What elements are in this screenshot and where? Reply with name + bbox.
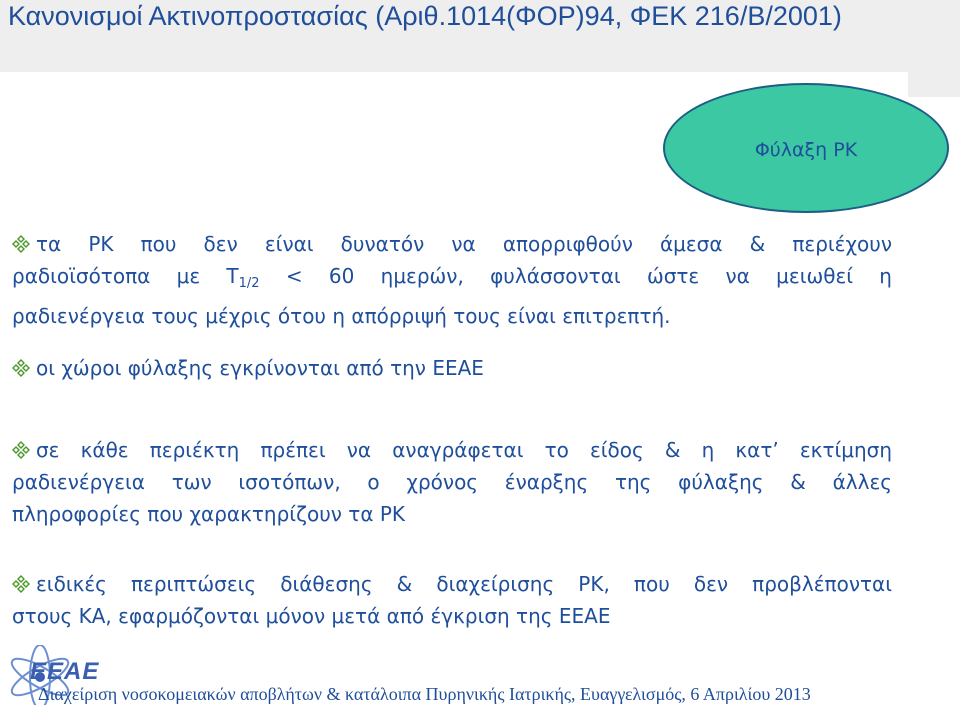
- eeae-logo-text: ΕΕΑΕ: [30, 658, 100, 685]
- half-life-subscript: 1/2: [238, 276, 260, 291]
- bullet-1: [12, 228, 892, 332]
- bullet-2-text-1: οι χώροι φύλαξης εγκρίνονται από την ΕΕΑΕ: [36, 356, 484, 380]
- diamond-bullet-icon: [12, 359, 30, 377]
- bullet-2-line-1: [12, 352, 892, 384]
- bullet-2: [12, 352, 892, 384]
- callout-ellipse: [663, 83, 949, 213]
- bullet-4: [12, 568, 892, 632]
- bullet-1-text-2b: < 60 ημερών, φυλάσσονται ώστε να μειωθεί η: [259, 264, 892, 288]
- bullet-3-line-1: [12, 434, 892, 466]
- bullet-1-text-2a: ραδιοϊσότοπα με Τ: [12, 264, 239, 288]
- bullet-1-line-3: ραδιενέργεια τους μέχρις ότου η απόρριψή τους είναι επιτρεπτή.: [12, 304, 671, 328]
- bullet-3-line-2: ραδιενέργεια των ισοτόπων, ο χρόνος έναρξης της φύλαξης & άλλες: [12, 470, 892, 494]
- bullet-3-text-1: σε κάθε περιέκτη πρέπει να αναγράφεται το είδος & η κατ’ εκτίμηση: [36, 438, 892, 462]
- bullet-1-line-2: [12, 260, 892, 300]
- diamond-bullet-icon: [12, 235, 30, 253]
- bullet-4-line-2: στους ΚΑ, εφαρμόζονται μόνον μετά από έγκριση της ΕΕΑΕ: [12, 604, 611, 628]
- bullet-3: [12, 434, 892, 530]
- bullet-1-text-1: τα ΡΚ που δεν είναι δυνατόν να απορριφθούν άμεσα & περιέχουν: [36, 232, 892, 256]
- diamond-bullet-icon: [12, 441, 30, 459]
- footer-text: Διαχείριση νοσοκομειακών αποβλήτων & κατάλοιπα Πυρηνικής Ιατρικής, Ευαγγελισμός, 6 Απριλίου 2013: [38, 684, 811, 704]
- title-corner-box: [908, 0, 960, 97]
- callout-label: Φύλαξη ΡΚ: [754, 139, 858, 161]
- bullet-1-line-1: [12, 228, 892, 260]
- slide-title: Κανονισμοί Ακτινοπροστασίας (Αριθ.1014(ΦΟΡ)94, ΦΕΚ 216/Β/2001): [8, 1, 842, 31]
- bullet-3-line-3: πληροφορίες που χαρακτηρίζουν τα ΡΚ: [12, 502, 406, 526]
- bullet-4-line-1: [12, 568, 892, 600]
- bullet-4-text-1: ειδικές περιπτώσεις διάθεσης & διαχείρισης ΡΚ, που δεν προβλέπονται: [36, 572, 892, 596]
- diamond-bullet-icon: [12, 575, 30, 593]
